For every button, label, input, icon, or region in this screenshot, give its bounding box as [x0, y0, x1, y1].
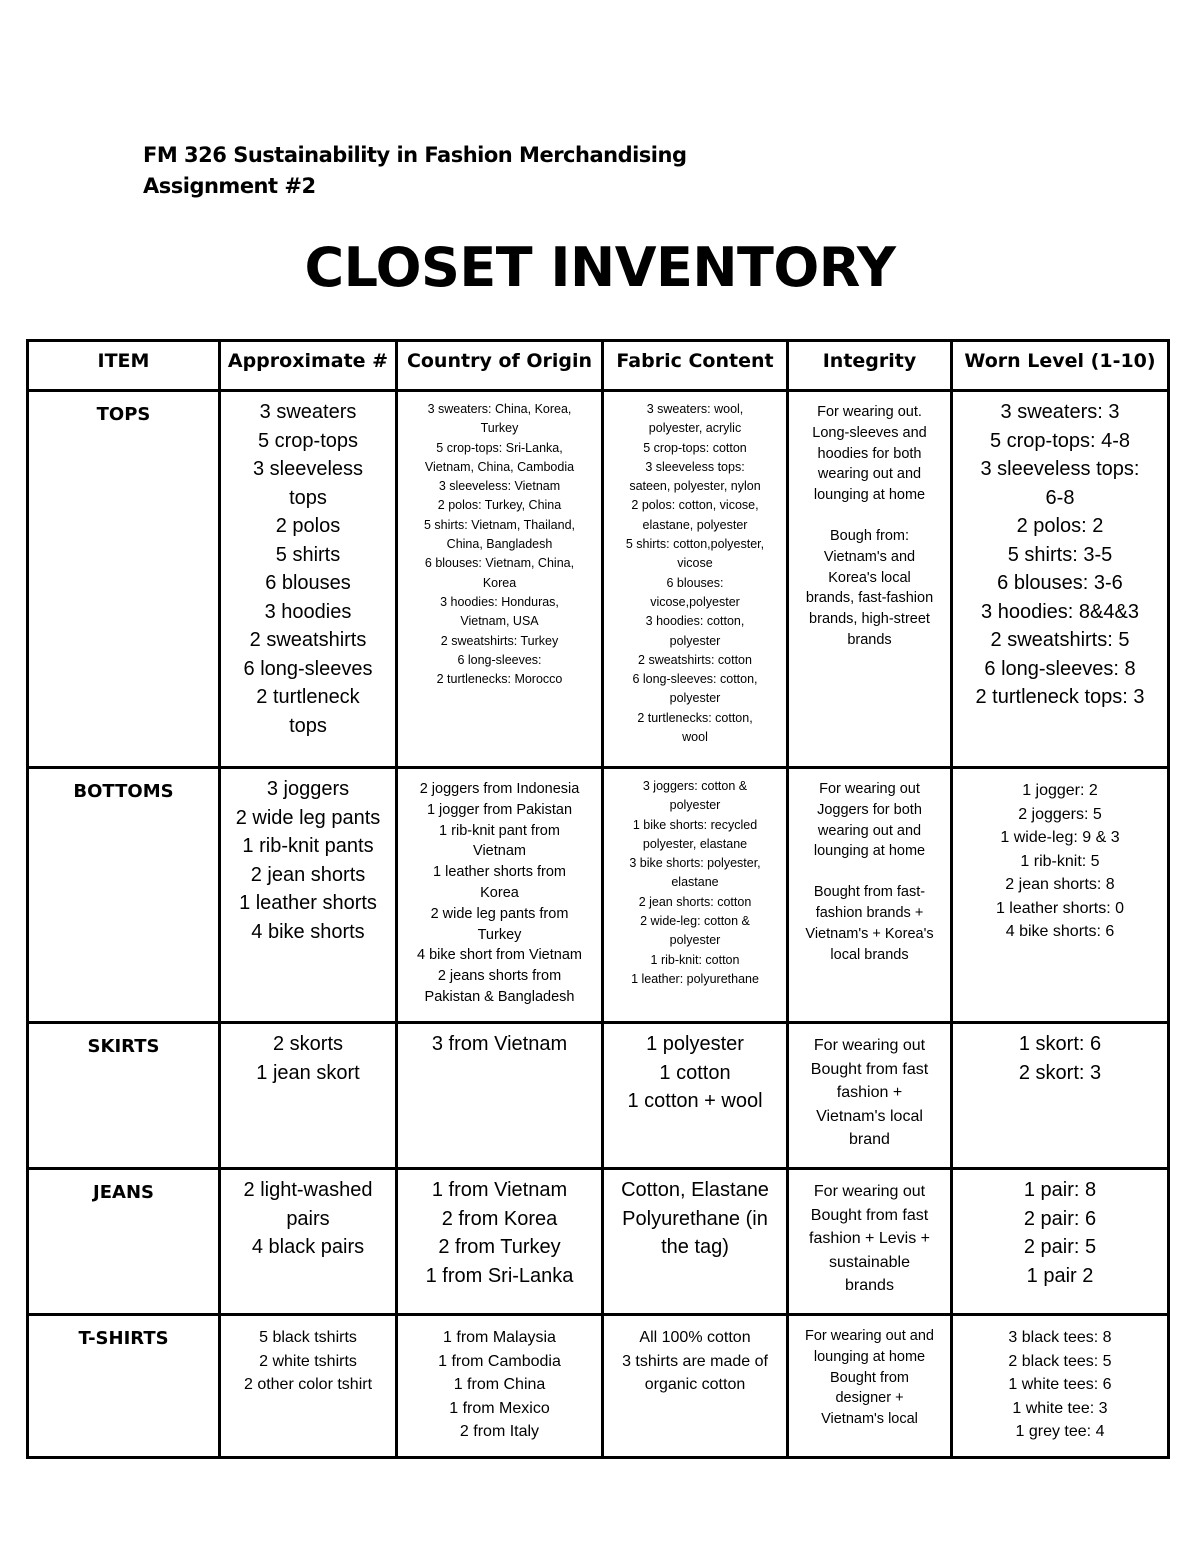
cell-line: brand [849, 1131, 890, 1148]
cell-line: 3 sleeveless tops: [980, 458, 1140, 480]
cell-line: 3 sleeveless [252, 458, 364, 480]
cell-line: wearing out and [817, 822, 922, 839]
cell-line: 1 from Cambodia [438, 1352, 561, 1370]
item-label: SKIRTS [28, 1023, 220, 1169]
cell-line: 3 hoodies: 8&4&3 [981, 600, 1139, 623]
integrity-cell [788, 1315, 952, 1458]
integrity-cell [788, 391, 952, 768]
origin-cell [397, 391, 603, 768]
cell-line: wearing out and [817, 466, 922, 483]
cell-line: 2 jean shorts: 8 [1005, 876, 1115, 893]
cell-line: 2 light-washed [243, 1179, 373, 1201]
cell-line: Polyurethane (in [622, 1207, 768, 1230]
cell-line: 3 bike shorts: polyester, [629, 856, 761, 871]
cell-line: 1 jean skort [256, 1061, 360, 1084]
cell-line: 3 hoodies [264, 600, 352, 623]
cell-line: All 100% cotton [639, 1329, 751, 1346]
cell-line: 3 sleeveless tops: [645, 459, 745, 474]
cell-line: For wearing out [819, 781, 920, 797]
cell-line: 6 long-sleeves: cotton, [632, 672, 758, 687]
course-title: FM 326 Sustainability in Fashion Merchandising [143, 143, 687, 167]
cell-line: 1 rib-knit: cotton [650, 952, 740, 967]
cell-line: tops [289, 486, 327, 509]
cell-line: polyester [669, 633, 721, 648]
cell-line: Bought from fast [810, 1060, 929, 1078]
fabric-cell [603, 768, 788, 1023]
cell-line: Joggers for both [817, 801, 922, 818]
cell-line: polyester, elastane [642, 836, 748, 851]
cell-line [792, 862, 947, 882]
cell-line: Vietnam's local [821, 1411, 918, 1428]
cell-line: 2 turtleneck tops: 3 [975, 686, 1145, 708]
column-header-country-of-origin: Country of Origin [397, 341, 603, 391]
cell-line: pairs [286, 1207, 330, 1230]
worn-level-cell [952, 1315, 1169, 1458]
cell-line: Cotton, Elastane [621, 1179, 769, 1201]
cell-line: 1 rib-knit: 5 [1020, 852, 1100, 870]
cell-line: polyester [669, 691, 721, 706]
cell-line: Vietnam's + Korea's [805, 925, 934, 942]
cell-line: 2 jeans shorts from [437, 968, 562, 985]
worn-level-cell [952, 391, 1169, 768]
cell-line: 1 wide-leg: 9 & 3 [1000, 829, 1120, 846]
cell-line: 3 sweaters [259, 401, 357, 423]
cell-line: 6 blouses: 3-6 [997, 572, 1123, 594]
cell-line: 1 skort: 6 [1018, 1033, 1102, 1055]
cell-line: 5 crop-tops: cotton [643, 440, 747, 455]
cell-line: 2 skort: 3 [1018, 1061, 1102, 1084]
origin-cell [397, 768, 603, 1023]
cell-line: 2 sweatshirts [249, 629, 367, 651]
page-title: CLOSET INVENTORY [304, 236, 896, 299]
cell-line: brands [845, 1277, 894, 1294]
cell-line: Vietnam's and [823, 548, 916, 565]
fabric-cell [603, 391, 788, 768]
cell-line: Vietnam, USA [460, 614, 539, 629]
cell-line: 5 crop-tops: 4-8 [989, 429, 1131, 452]
worn-level-cell [952, 768, 1169, 1023]
cell-line: 1 from Sri-Lanka [425, 1264, 574, 1287]
cell-line: 6 long-sleeves: [457, 652, 542, 667]
cell-line: Korea's local [828, 569, 911, 586]
cell-line: 4 black pairs [251, 1236, 365, 1258]
cell-line: 4 bike short from Vietnam [417, 947, 582, 964]
cell-line: 5 shirts: 3-5 [1007, 543, 1113, 566]
cell-line: 5 crop-tops [257, 429, 359, 452]
integrity-cell [788, 1169, 952, 1315]
cell-line: 6 blouses: Vietnam, China, [424, 556, 575, 571]
cell-line: 1 white tees: 6 [1008, 1376, 1112, 1393]
cell-line: 1 cotton [659, 1061, 731, 1084]
assignment-number: Assignment #2 [143, 174, 316, 198]
cell-line: 2 white tshirts [259, 1352, 357, 1370]
table-row [28, 1023, 1169, 1169]
cell-line: Long-sleeves and [812, 424, 927, 441]
cell-line: For wearing out [813, 1037, 926, 1054]
cell-line: Vietnam's local [816, 1107, 923, 1125]
cell-line: the tag) [661, 1236, 729, 1258]
cell-line: lounging at home [813, 843, 926, 860]
table-row [28, 1315, 1169, 1458]
cell-line: designer + [835, 1390, 904, 1407]
cell-line: 6-8 [1045, 486, 1075, 509]
approximate-cell [220, 391, 397, 768]
cell-line: 3 sweaters: wool, [646, 402, 744, 416]
cell-line: Bought from fast- [813, 884, 926, 901]
fabric-cell [603, 1169, 788, 1315]
column-header-integrity: Integrity [788, 341, 952, 391]
cell-line: 1 grey tee: 4 [1015, 1423, 1105, 1440]
cell-line: lounging at home [813, 487, 926, 504]
worn-level-cell [952, 1169, 1169, 1315]
cell-line: 2 polos: Turkey, China [437, 498, 562, 513]
cell-line: organic cotton [644, 1376, 746, 1393]
cell-line: 6 blouses: [666, 575, 724, 590]
cell-line: 2 sweatshirts: cotton [638, 652, 752, 667]
cell-line: vicose [677, 556, 713, 571]
cell-line: 3 sweaters: 3 [1000, 401, 1120, 423]
table-row [28, 768, 1169, 1023]
cell-line: 2 from Turkey [438, 1236, 561, 1258]
fabric-cell [603, 1023, 788, 1169]
cell-line: 2 other color tshirt [243, 1376, 373, 1393]
cell-line: 1 pair: 8 [1023, 1179, 1097, 1201]
origin-cell [397, 1169, 603, 1315]
cell-line: 2 polos: 2 [1016, 515, 1104, 537]
cell-line: 2 wide-leg: cotton & [640, 914, 750, 929]
cell-line: sustainable [829, 1253, 910, 1271]
cell-line: 1 leather: polyurethane [631, 971, 759, 986]
cell-line: Vietnam, China, Cambodia [424, 459, 575, 474]
cell-line [792, 506, 947, 526]
cell-line: hoodies for both [817, 445, 922, 462]
cell-line: polyester, acrylic [648, 421, 742, 436]
cell-line: 6 long-sleeves: 8 [984, 657, 1136, 680]
cell-line: 1 jogger: 2 [1022, 782, 1098, 799]
cell-line: 2 from Korea [441, 1207, 558, 1230]
cell-line: 3 joggers: cotton & [642, 779, 748, 793]
cell-line: 1 rib-knit pant from [439, 822, 560, 839]
inventory-table [26, 339, 1170, 1459]
cell-line: 2 jean shorts: cotton [638, 894, 752, 909]
integrity-cell [788, 768, 952, 1023]
item-label: TOPS [28, 391, 220, 768]
cell-line: 4 bike shorts [251, 920, 365, 943]
cell-line: fashion brands + [815, 904, 924, 921]
cell-line: lounging at home [813, 1348, 926, 1365]
cell-line: 6 long-sleeves [243, 657, 373, 680]
cell-line: elastane [671, 875, 719, 890]
cell-line: 2 from Italy [459, 1423, 540, 1440]
cell-line: 3 hoodies: cotton, [645, 614, 745, 629]
cell-line: 2 pair: 5 [1023, 1236, 1097, 1258]
cell-line: 1 white tee: 3 [1012, 1399, 1108, 1417]
cell-line: 1 from Mexico [449, 1399, 550, 1417]
cell-line: China, Bangladesh [446, 537, 553, 552]
header-row [28, 341, 1169, 391]
cell-line: 3 sweaters: China, Korea, [427, 402, 572, 416]
origin-cell [397, 1023, 603, 1169]
cell-line: 3 joggers [266, 778, 350, 800]
cell-line: Turkey [477, 926, 522, 943]
cell-line: 2 black tees: 5 [1008, 1352, 1112, 1370]
item-label: T-SHIRTS [28, 1315, 220, 1458]
column-header-fabric-content: Fabric Content [603, 341, 788, 391]
column-header-approximate: Approximate # [220, 341, 397, 391]
cell-line: 2 turtlenecks: Morocco [436, 672, 563, 687]
cell-line: 2 skorts [272, 1033, 344, 1055]
cell-line: Pakistan & Bangladesh [424, 988, 575, 1005]
cell-line: Korea [482, 575, 517, 590]
cell-line: 1 from Malaysia [443, 1329, 556, 1346]
cell-line: 1 rib-knit pants [242, 835, 374, 857]
cell-line: 3 black tees: 8 [1008, 1329, 1112, 1346]
cell-line: Turkey [480, 421, 519, 436]
cell-line: 2 turtlenecks: cotton, [637, 710, 753, 725]
approximate-cell [220, 1315, 397, 1458]
cell-line: Vietnam [473, 843, 526, 860]
table-row [28, 1169, 1169, 1315]
cell-line: 1 polyester [646, 1033, 744, 1055]
cell-line: 1 from China [453, 1376, 546, 1393]
cell-line: 2 turtleneck [256, 686, 360, 708]
fabric-cell [603, 1315, 788, 1458]
cell-line: polyester [669, 798, 721, 813]
cell-line: 1 leather shorts from [433, 864, 566, 881]
cell-line: 2 joggers from Indonesia [419, 781, 580, 797]
cell-line: 1 leather shorts: 0 [995, 899, 1125, 917]
cell-line: 1 pair 2 [1026, 1264, 1094, 1287]
cell-line: 2 polos: cotton, vicose, [631, 498, 759, 513]
cell-line: 3 from Vietnam [431, 1033, 568, 1055]
cell-line: 2 joggers: 5 [1018, 805, 1102, 823]
cell-line: brands, fast-fashion [805, 590, 934, 607]
cell-line: fashion + [836, 1084, 903, 1101]
cell-line: For wearing out and [805, 1328, 934, 1344]
cell-line: 5 shirts: Vietnam, Thailand, [423, 517, 575, 532]
item-label: JEANS [28, 1169, 220, 1315]
integrity-cell [788, 1023, 952, 1169]
cell-line: 6 blouses [265, 572, 351, 594]
table-row [28, 391, 1169, 768]
cell-line: 1 jogger from Pakistan [426, 801, 573, 818]
cell-line: vicose,polyester [650, 594, 740, 609]
cell-line: 5 crop-tops: Sri-Lanka, [436, 440, 563, 455]
column-header-item: ITEM [28, 341, 220, 391]
cell-line: elastane, polyester [642, 517, 748, 532]
cell-line: 2 sweatshirts: Turkey [440, 633, 559, 648]
worn-level-cell [952, 1023, 1169, 1169]
cell-line: 1 from Vietnam [431, 1179, 568, 1201]
cell-line: 4 bike shorts: 6 [1005, 923, 1115, 940]
cell-line: 2 pair: 6 [1023, 1207, 1097, 1230]
cell-line: For wearing out. [817, 404, 922, 420]
cell-line: Bought from [830, 1369, 909, 1386]
cell-line: For wearing out [813, 1183, 926, 1200]
cell-line: wool [682, 730, 708, 745]
cell-line: 2 sweatshirts: 5 [990, 629, 1130, 651]
cell-line: 1 bike shorts: recycled [632, 817, 758, 832]
cell-line: 5 shirts [275, 543, 341, 566]
cell-line: 2 jean shorts [250, 863, 366, 886]
cell-line: local brands [830, 946, 909, 963]
cell-line: polyester [669, 933, 721, 948]
cell-line: 1 cotton + wool [627, 1090, 763, 1112]
item-label: BOTTOMS [28, 768, 220, 1023]
column-header-worn-level: Worn Level (1-10) [952, 341, 1169, 391]
cell-line: Bough from: [830, 527, 909, 544]
cell-line: tops [289, 714, 327, 737]
cell-line: 5 shirts: cotton,polyester, [625, 537, 765, 552]
cell-line: 1 leather shorts [239, 892, 377, 914]
origin-cell [397, 1315, 603, 1458]
cell-line: brands [847, 631, 892, 648]
cell-line: 5 black tshirts [259, 1329, 357, 1346]
cell-line: fashion + Levis + [809, 1230, 930, 1247]
cell-line: Bought from fast [810, 1206, 929, 1224]
approximate-cell [220, 1023, 397, 1169]
cell-line: brands, high-street [809, 611, 930, 628]
cell-line: sateen, polyester, nylon [629, 479, 761, 494]
cell-line: Korea [480, 884, 519, 901]
cell-line: 3 sleeveless: Vietnam [438, 479, 561, 494]
approximate-cell [220, 768, 397, 1023]
cell-line: 2 polos [275, 515, 341, 537]
cell-line: 3 tshirts are made of [622, 1352, 768, 1370]
cell-line: 2 wide leg pants from [430, 905, 569, 922]
cell-line: 3 hoodies: Honduras, [440, 594, 559, 609]
approximate-cell [220, 1169, 397, 1315]
cell-line: 2 wide leg pants [235, 806, 381, 829]
